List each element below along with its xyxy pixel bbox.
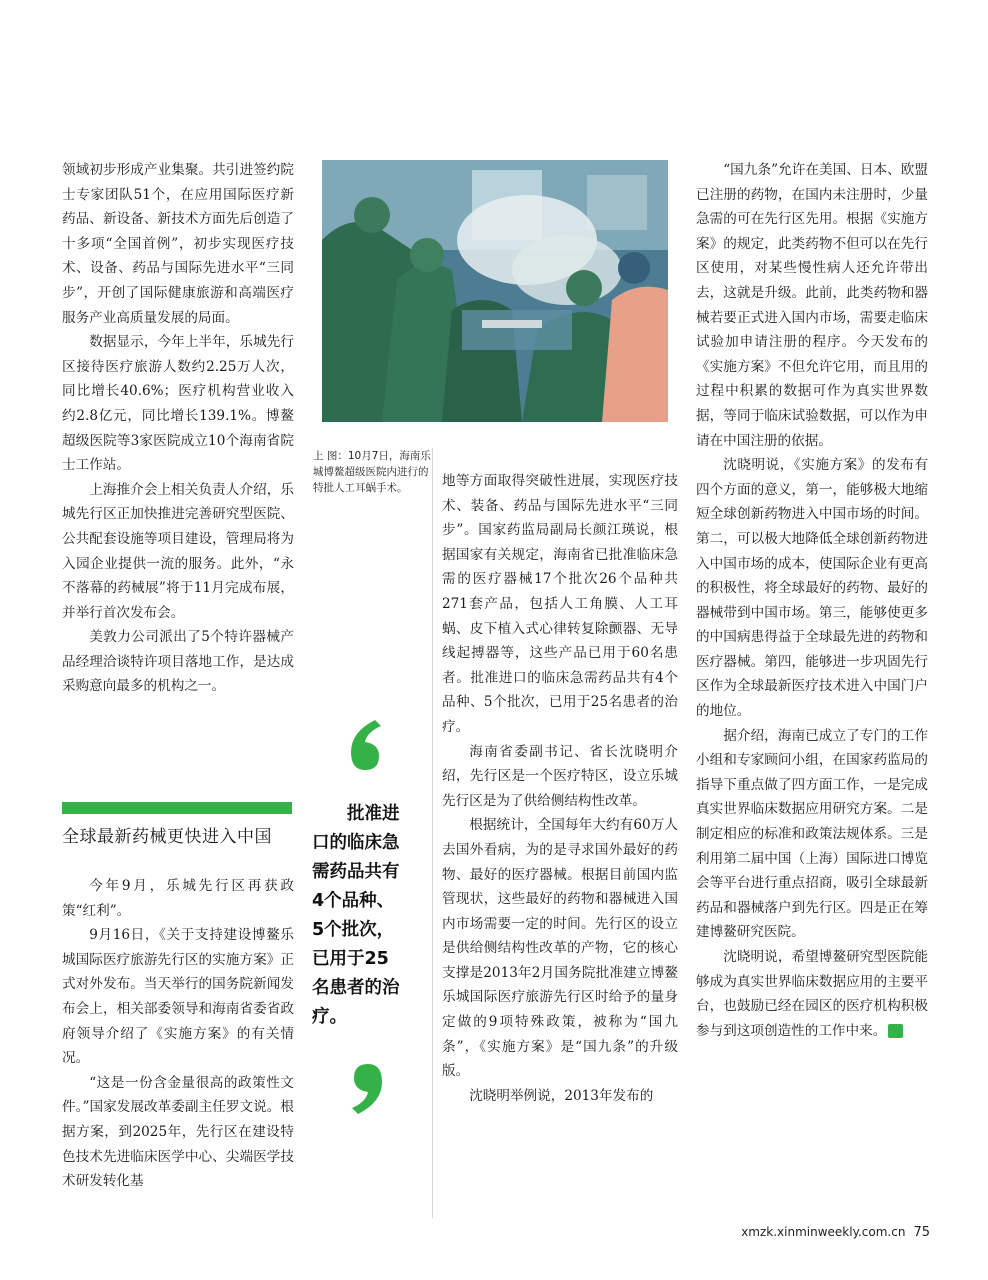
pull-quote-line: 口的临床急 [312,833,400,853]
article-paragraph: 据介绍，海南已成立了专门的工作小组和专家顾问小组，在国家药监局的指导下重点做了四方面工作，一是完成真实世界临床数据应用研究方案。二是制定相应的标准和政策法规体系。三是利用第二届中国（上海）国际进口博览会等平台进行重点招商，吸引全球最新药品和器械落户到先行区。四是正在筹建博鳌研究医院。 [696,727,928,941]
open-quote-mark [345,718,385,778]
article-paragraph: 海南省委副书记、省长沈晓明介绍，先行区是一个医疗特区，设立乐城先行区是为了供给侧结构性改革。 [442,743,678,809]
column-1-section [62,874,294,1194]
pull-quote-line: 已用于25 [312,949,389,969]
article-paragraph: 根据统计，全国每年大约有60万人去国外看病，为的是寻求国外最好的药物、最好的医疗器械。根据目前国内监管现状，这些最好的药物和器械进入国内市场需要一定的时间。先行区的设立是供给侧结构性改革的产物，它的核心支撑是2013年2月国务院批准建立博鳌乐城国际医疗旅游先行区时给予的量身定做的9项特殊政策，被称为“国九条”，《实施方案》是“国九条”的升级版。 [442,817,678,1080]
footer-url: xmzk.xinminweekly.com.cn [741,1225,906,1239]
end-mark-icon: 民 [888,1024,903,1038]
closing-text: 沈晓明说，希望博鳌研究型医院能够成为真实世界临床数据应用的主要平台，也鼓励已经在园区的医疗机构积极参与到这项创造性的工作中来。 [696,949,928,1039]
column-3 [442,469,678,1108]
pull-quote [312,800,430,1032]
article-paragraph: 地等方面取得突破性进展，实现医疗技术、装备、药品与国际先进水平“三同步”。国家药监局副局长颜江瑛说，根据国家有关规定，海南省已批准临床急需的医疗器械17个批次26个品种共271套产品，包括人工角膜、人工耳蜗、皮下植入式心律转复除颤器、无导线起搏器等，这些产品已用于60名患者。批准进口的临床急需药品共有4个品种、5个批次，已用于25名患者的治疗。 [442,473,678,735]
pull-quote-line: 疗。 [312,1007,347,1027]
pull-quote-line: 批准进 [347,804,400,824]
section-divider-bar [62,802,292,814]
article-paragraph: 沈晓明举例说，2013年发布的 [469,1087,654,1104]
pull-quote-line: 需药品共有 [312,862,400,882]
section-heading: 全球最新药械更快进入中国 [62,827,272,847]
column-1 [62,158,294,699]
page-number: 75 [913,1225,930,1240]
article-paragraph: 美敦力公司派出了5个特许器械产品经理洽谈特许项目落地工作，是达成采购意向最多的机构之一。 [62,629,294,695]
surgery-photo [322,160,668,422]
article-paragraph: “国九条”允许在美国、日本、欧盟已注册的药物，在国内未注册时，少量急需的可在先行区先用。根据《实施方案》的规定，此类药物不但可以在先行区使用，对某些慢性病人还允许带出去，这就是升级。此前，此类药物和器械若要正式进入国内市场，需要走临床试验加申请注册的程序。今天发布的《实施方案》不但允许它用，而且用的过程中积累的数据可作为真实世界数据，等同于临床试验数据，可以作为申请在中国注册的依据。 [696,162,928,449]
column-4 [696,158,928,1043]
pull-quote-line: 5个批次， [312,920,395,940]
column-divider [432,448,433,1218]
pull-quote-line: 名患者的治 [312,978,400,998]
article-paragraph: 今年9月，乐城先行区再获政策“红利”。 [62,878,294,919]
article-paragraph: 9月16日，《关于支持建设博鳌乐城国际医疗旅游先行区的实施方案》正式对外发布。当天举行的国务院新闻发布会上，相关部委领导和海南省委省政府领导介绍了《实施方案》的有关情况。 [62,927,294,1067]
page-footer [700,1225,930,1240]
surgery-illustration [322,160,668,422]
pull-quote-line: 4个品种、 [312,891,395,911]
article-paragraph [696,945,928,1043]
photo-caption: 上 图：10月7日，海南乐城博鳌超级医院内进行的特批人工耳蜗手术。 [313,450,431,494]
article-paragraph: “这是一份含金量很高的政策性文件。”国家发展改革委副主任罗文说。根据方案，到2025年，先行区在建设特色技术先进临床医学中心、尖端医学技术研发转化基 [62,1074,294,1190]
close-quote-mark [348,1060,388,1120]
article-paragraph: 领域初步形成产业集聚。共引进签约院士专家团队51个，在应用国际医疗新药品、新设备、新技术方面先后创造了十多项“全国首例”，初步实现医疗技术、设备、药品与国际先进水平“三同步”，开创了国际健康旅游和高端医疗服务产业高质量发展的局面。 [62,162,294,326]
article-paragraph: 上海推介会上相关负责人介绍，乐城先行区正加快推进完善研究型医院、公共配套设施等项目建设，管理局将为入园企业提供一流的服务。此外，“永不落幕的药械展”将于11月完成布展，并举行首次发布会。 [62,481,294,621]
article-paragraph: 沈晓明说，《实施方案》的发布有四个方面的意义，第一，能够极大地缩短全球创新药物进入中国市场的时间。第二，可以极大地降低全球创新药物进入中国市场的成本，使国际企业有更高的积极性，将全球最好的药物、最好的器械带到中国市场。第三，能够使更多的中国病患得益于全球最先进的药物和医疗器械。第四，能够进一步巩固先行区作为全球最新医疗技术进入中国门户的地位。 [696,457,928,720]
article-paragraph: 数据显示，今年上半年，乐城先行区接待医疗旅游人数约2.25万人次，同比增长40.6%；医疗机构营业收入约2.8亿元，同比增长139.1%。博鳌超级医院等3家医院成立10个海南省院士工作站。 [62,334,294,474]
